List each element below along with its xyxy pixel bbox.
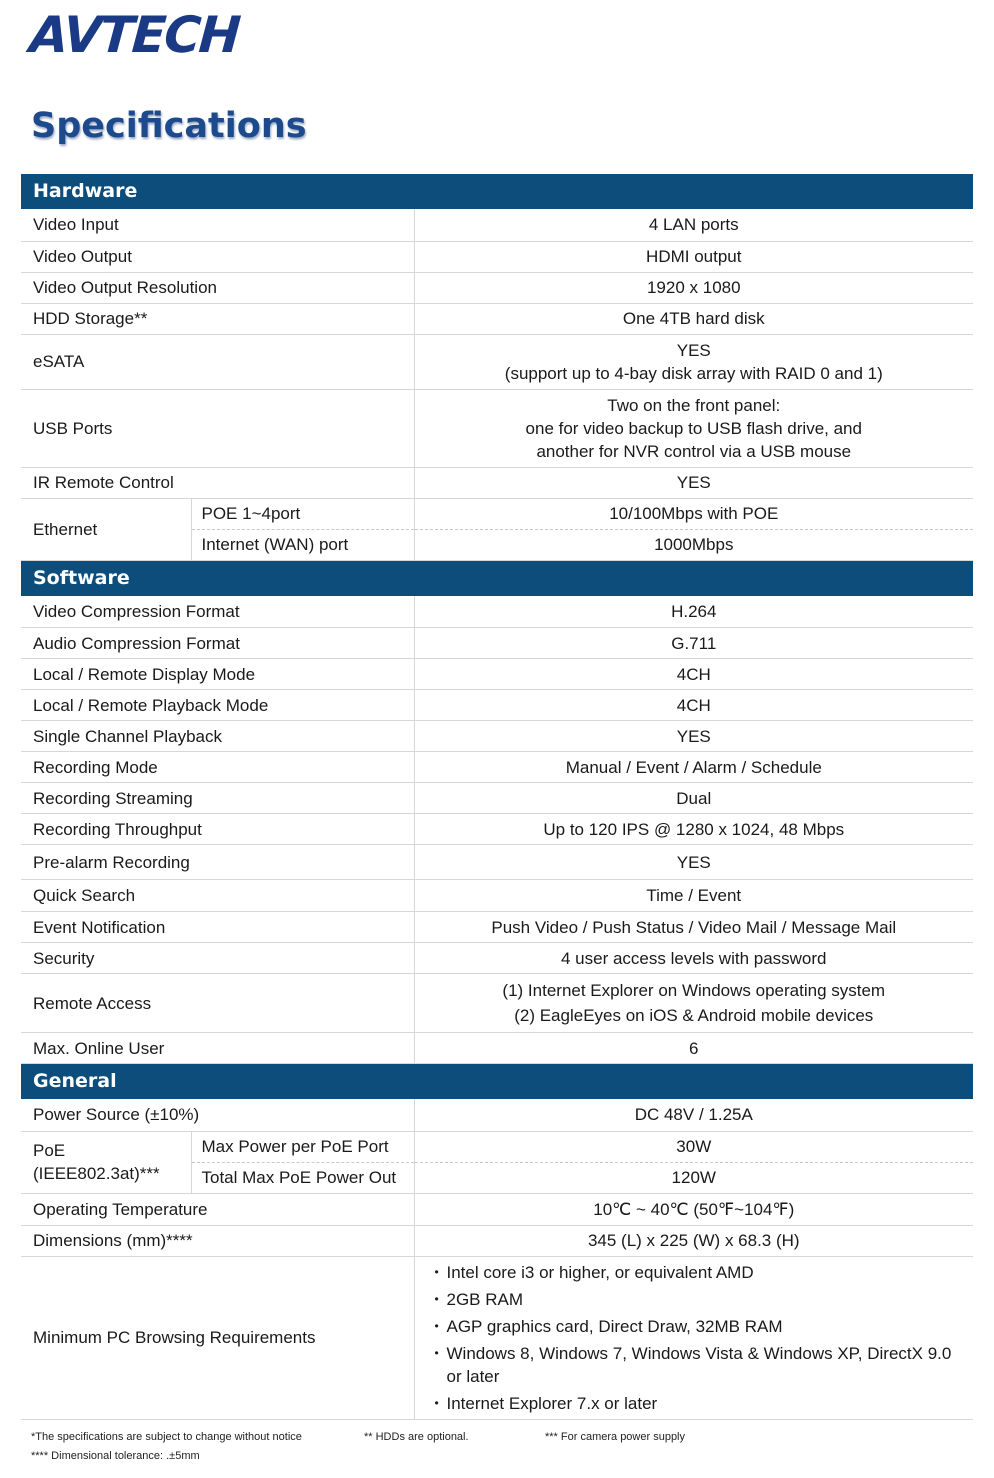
- spec-label: Local / Remote Display Mode: [21, 659, 414, 690]
- spec-value: [414, 334, 973, 389]
- spec-value: Manual / Event / Alarm / Schedule: [414, 752, 973, 783]
- spec-label: Recording Mode: [21, 752, 414, 783]
- spec-value: 120W: [414, 1162, 973, 1193]
- spec-value: 30W: [414, 1131, 973, 1162]
- spec-label: Minimum PC Browsing Requirements: [21, 1256, 414, 1419]
- spec-label: HDD Storage**: [21, 303, 414, 334]
- spec-value: DC 48V / 1.25A: [414, 1099, 973, 1131]
- usb-line: Two on the front panel:: [607, 395, 781, 415]
- spec-label: eSATA: [21, 334, 414, 389]
- remote-line: (2) EagleEyes on iOS & Android mobile devices: [514, 1006, 874, 1025]
- list-item: • Intel core i3 or higher, or equivalent AMD: [447, 1261, 964, 1284]
- spec-label: IR Remote Control: [21, 467, 414, 498]
- spec-label: Operating Temperature: [21, 1193, 414, 1225]
- spec-label: Pre-alarm Recording: [21, 845, 414, 880]
- spec-value: Time / Event: [414, 880, 973, 912]
- list-item: • Windows 8, Windows 7, Windows Vista & Windows XP, DirectX 9.0 or later: [447, 1342, 964, 1388]
- spec-label: Video Compression Format: [21, 596, 414, 628]
- spec-sublabel: POE 1~4port: [191, 498, 414, 529]
- spec-value: 4CH: [414, 690, 973, 721]
- spec-sublabel: Max Power per PoE Port: [191, 1131, 414, 1162]
- poe-label-line: PoE: [33, 1141, 66, 1160]
- remote-line: (1) Internet Explorer on Windows operating system: [502, 981, 886, 1000]
- spec-value: YES: [414, 721, 973, 752]
- usb-line: another for NVR control via a USB mouse: [536, 441, 852, 461]
- spec-value: YES: [414, 845, 973, 880]
- spec-label: [21, 1131, 191, 1193]
- spec-label: Local / Remote Playback Mode: [21, 690, 414, 721]
- spec-sublabel: Total Max PoE Power Out: [191, 1162, 414, 1193]
- spec-label: Recording Throughput: [21, 814, 414, 845]
- spec-value: 4CH: [414, 659, 973, 690]
- page-title: Specifications: [31, 106, 307, 146]
- brand-logo: AVTECH: [27, 6, 241, 64]
- spec-label: Video Input: [21, 209, 414, 241]
- spec-label: Max. Online User: [21, 1033, 414, 1064]
- spec-value: HDMI output: [414, 241, 973, 272]
- spec-table: [21, 174, 973, 1420]
- spec-label: Recording Streaming: [21, 783, 414, 814]
- spec-value: H.264: [414, 596, 973, 628]
- spec-value: 4 user access levels with password: [414, 943, 973, 974]
- spec-label: Power Source (±10%): [21, 1099, 414, 1131]
- spec-label: Video Output: [21, 241, 414, 272]
- section-hardware: Hardware: [21, 174, 973, 209]
- spec-value: 4 LAN ports: [414, 209, 973, 241]
- spec-value: [414, 1256, 973, 1419]
- list-item: • AGP graphics card, Direct Draw, 32MB RAM: [447, 1315, 964, 1338]
- spec-label: Security: [21, 943, 414, 974]
- spec-value: Dual: [414, 783, 973, 814]
- section-general: General: [21, 1064, 973, 1100]
- usb-line: one for video backup to USB flash drive, and: [525, 418, 862, 438]
- spec-value: Up to 120 IPS @ 1280 x 1024, 48 Mbps: [414, 814, 973, 845]
- spec-value: 10/100Mbps with POE: [414, 498, 973, 529]
- requirements-list: [419, 1261, 964, 1415]
- footnote: *The specifications are subject to change without notice: [31, 1431, 302, 1443]
- list-item: • 2GB RAM: [447, 1288, 964, 1311]
- spec-value: Push Video / Push Status / Video Mail / Message Mail: [414, 912, 973, 943]
- spec-value: [414, 389, 973, 467]
- spec-sublabel: Internet (WAN) port: [191, 529, 414, 560]
- spec-value: 6: [414, 1033, 973, 1064]
- spec-label: Remote Access: [21, 974, 414, 1033]
- esata-line: YES: [676, 340, 711, 360]
- footnote: *** For camera power supply: [545, 1431, 686, 1443]
- spec-label: Single Channel Playback: [21, 721, 414, 752]
- poe-label-line: (IEEE802.3at)***: [33, 1164, 160, 1183]
- esata-line: (support up to 4-bay disk array with RAID 0 and 1): [504, 363, 883, 383]
- section-software: Software: [21, 560, 973, 596]
- spec-value: 1920 x 1080: [414, 272, 973, 303]
- footnote: **** Dimensional tolerance: .±5mm: [31, 1450, 200, 1462]
- spec-label: Video Output Resolution: [21, 272, 414, 303]
- spec-label: Dimensions (mm)****: [21, 1225, 414, 1256]
- spec-value: 1000Mbps: [414, 529, 973, 560]
- spec-label: USB Ports: [21, 389, 414, 467]
- spec-value: 345 (L) x 225 (W) x 68.3 (H): [414, 1225, 973, 1256]
- spec-value: YES: [414, 467, 973, 498]
- spec-label: Quick Search: [21, 880, 414, 912]
- spec-value: One 4TB hard disk: [414, 303, 973, 334]
- list-item: • Internet Explorer 7.x or later: [447, 1392, 964, 1415]
- spec-label: Audio Compression Format: [21, 628, 414, 659]
- spec-label: Event Notification: [21, 912, 414, 943]
- spec-label: Ethernet: [21, 498, 191, 560]
- spec-value: G.711: [414, 628, 973, 659]
- footnote: ** HDDs are optional.: [364, 1431, 469, 1443]
- spec-value: 10℃ ~ 40℃ (50℉~104℉): [414, 1193, 973, 1225]
- spec-value: [414, 974, 973, 1033]
